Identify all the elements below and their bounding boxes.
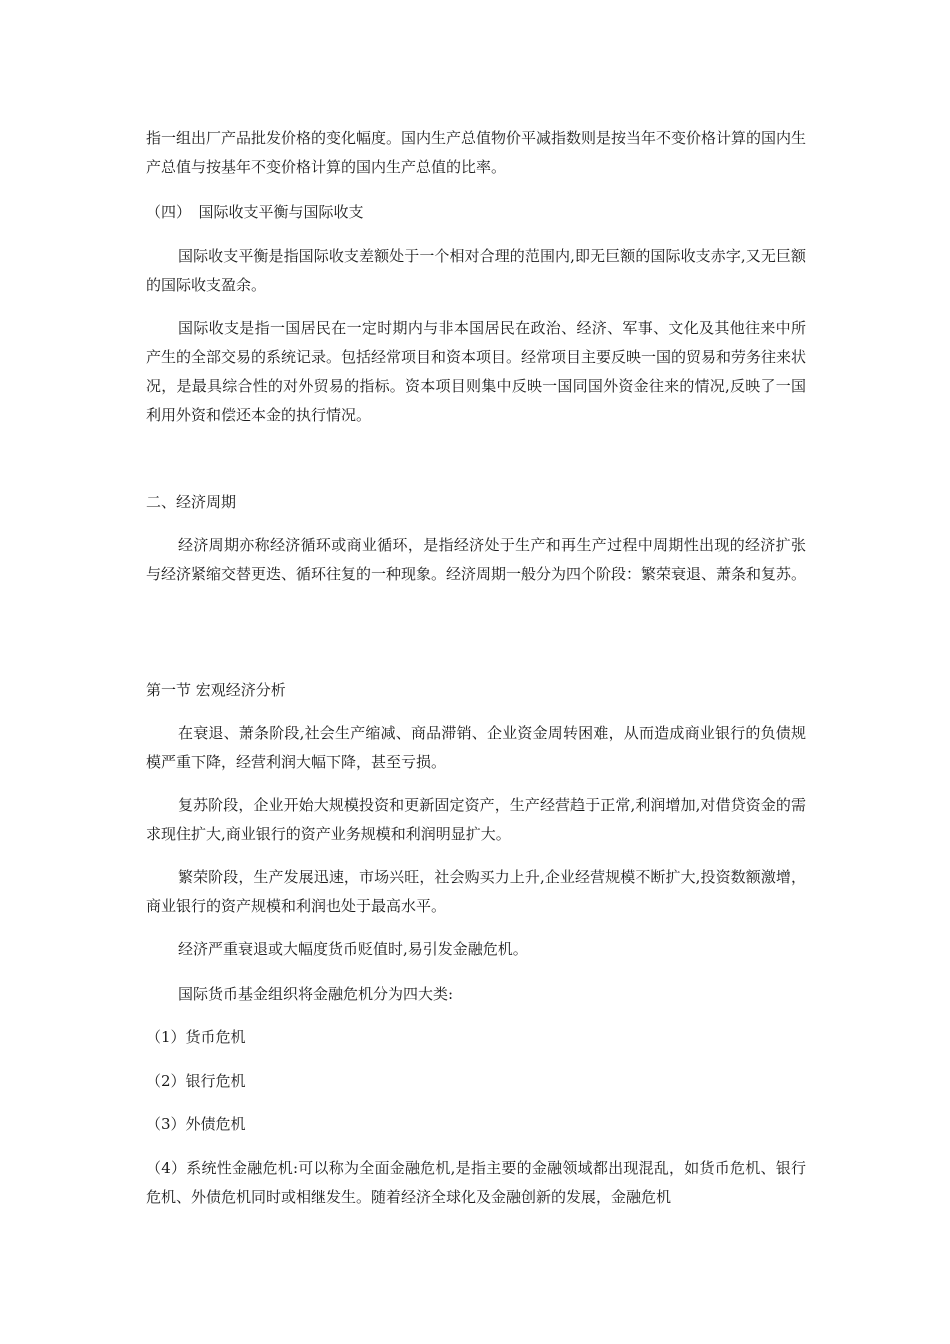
paragraph-bop-balance: 国际收支平衡是指国际收支差额处于一个相对合理的范围内,即无巨额的国际收支赤字,又无巨额的国际收支盈余。 xyxy=(146,247,806,294)
list-item-bank-crisis: （2）银行危机 xyxy=(146,1072,246,1090)
list-item-systemic-crisis: （4）系统性金融危机:可以称为全面金融危机,是指主要的金融领域都出现混乱，如货币危机、银行危机、外债危机同时或相继发生。随着经济全球化及金融创新的发展，金融危机 xyxy=(146,1159,806,1206)
list-item-debt-crisis: （3）外债危机 xyxy=(146,1115,246,1133)
list-item-currency-crisis: （1）货币危机 xyxy=(146,1028,246,1046)
paragraph-imf-categories: 国际货币基金组织将金融危机分为四大类: xyxy=(178,985,454,1003)
paragraph-price-index: 指一组出厂产品批发价格的变化幅度。国内生产总值物价平减指数则是按当年不变价格计算的国内生产总值与按基年不变价格计算的国内生产总值的比率。 xyxy=(146,129,807,176)
paragraph-bop-definition: 国际收支是指一国居民在一定时期内与非本国居民在政治、经济、军事、文化及其他往来中所产生的全部交易的系统记录。包括经常项目和资本项目。经常项目主要反映一国的贸易和劳务往来状况，是最具综合性的对外贸易的指标。资本项目则集中反映一国同国外资金往来的情况,反映了一国利用外资和偿还本金的执行情况。 xyxy=(146,319,807,424)
paragraph-crisis-trigger: 经济严重衰退或大幅度货币贬值时,易引发金融危机。 xyxy=(178,940,528,958)
paragraph-recovery: 复苏阶段，企业开始大规模投资和更新固定资产，生产经营趋于正常,利润增加,对借贷资金的需求现住扩大,商业银行的资产业务规模和利润明显扩大。 xyxy=(146,796,806,843)
paragraph-prosperity: 繁荣阶段，生产发展迅速，市场兴旺，社会购买力上升,企业经营规模不断扩大,投资数额激增，商业银行的资产规模和利润也处于最高水平。 xyxy=(146,868,806,915)
heading-balance-of-payments: （四） 国际收支平衡与国际收支 xyxy=(146,203,364,221)
heading-economic-cycle: 二、经济周期 xyxy=(146,493,237,511)
heading-macro-analysis: 第一节 宏观经济分析 xyxy=(146,681,286,699)
paragraph-recession: 在衰退、萧条阶段,社会生产缩减、商品滞销、企业资金周转困难，从而造成商业银行的负债规模严重下降，经营利润大幅下降，甚至亏损。 xyxy=(146,724,806,771)
paragraph-economic-cycle: 经济周期亦称经济循环或商业循环，是指经济处于生产和再生产过程中周期性出现的经济扩张与经济紧缩交替更迭、循环往复的一种现象。经济周期一般分为四个阶段：繁荣衰退、萧条和复苏。 xyxy=(146,536,807,583)
